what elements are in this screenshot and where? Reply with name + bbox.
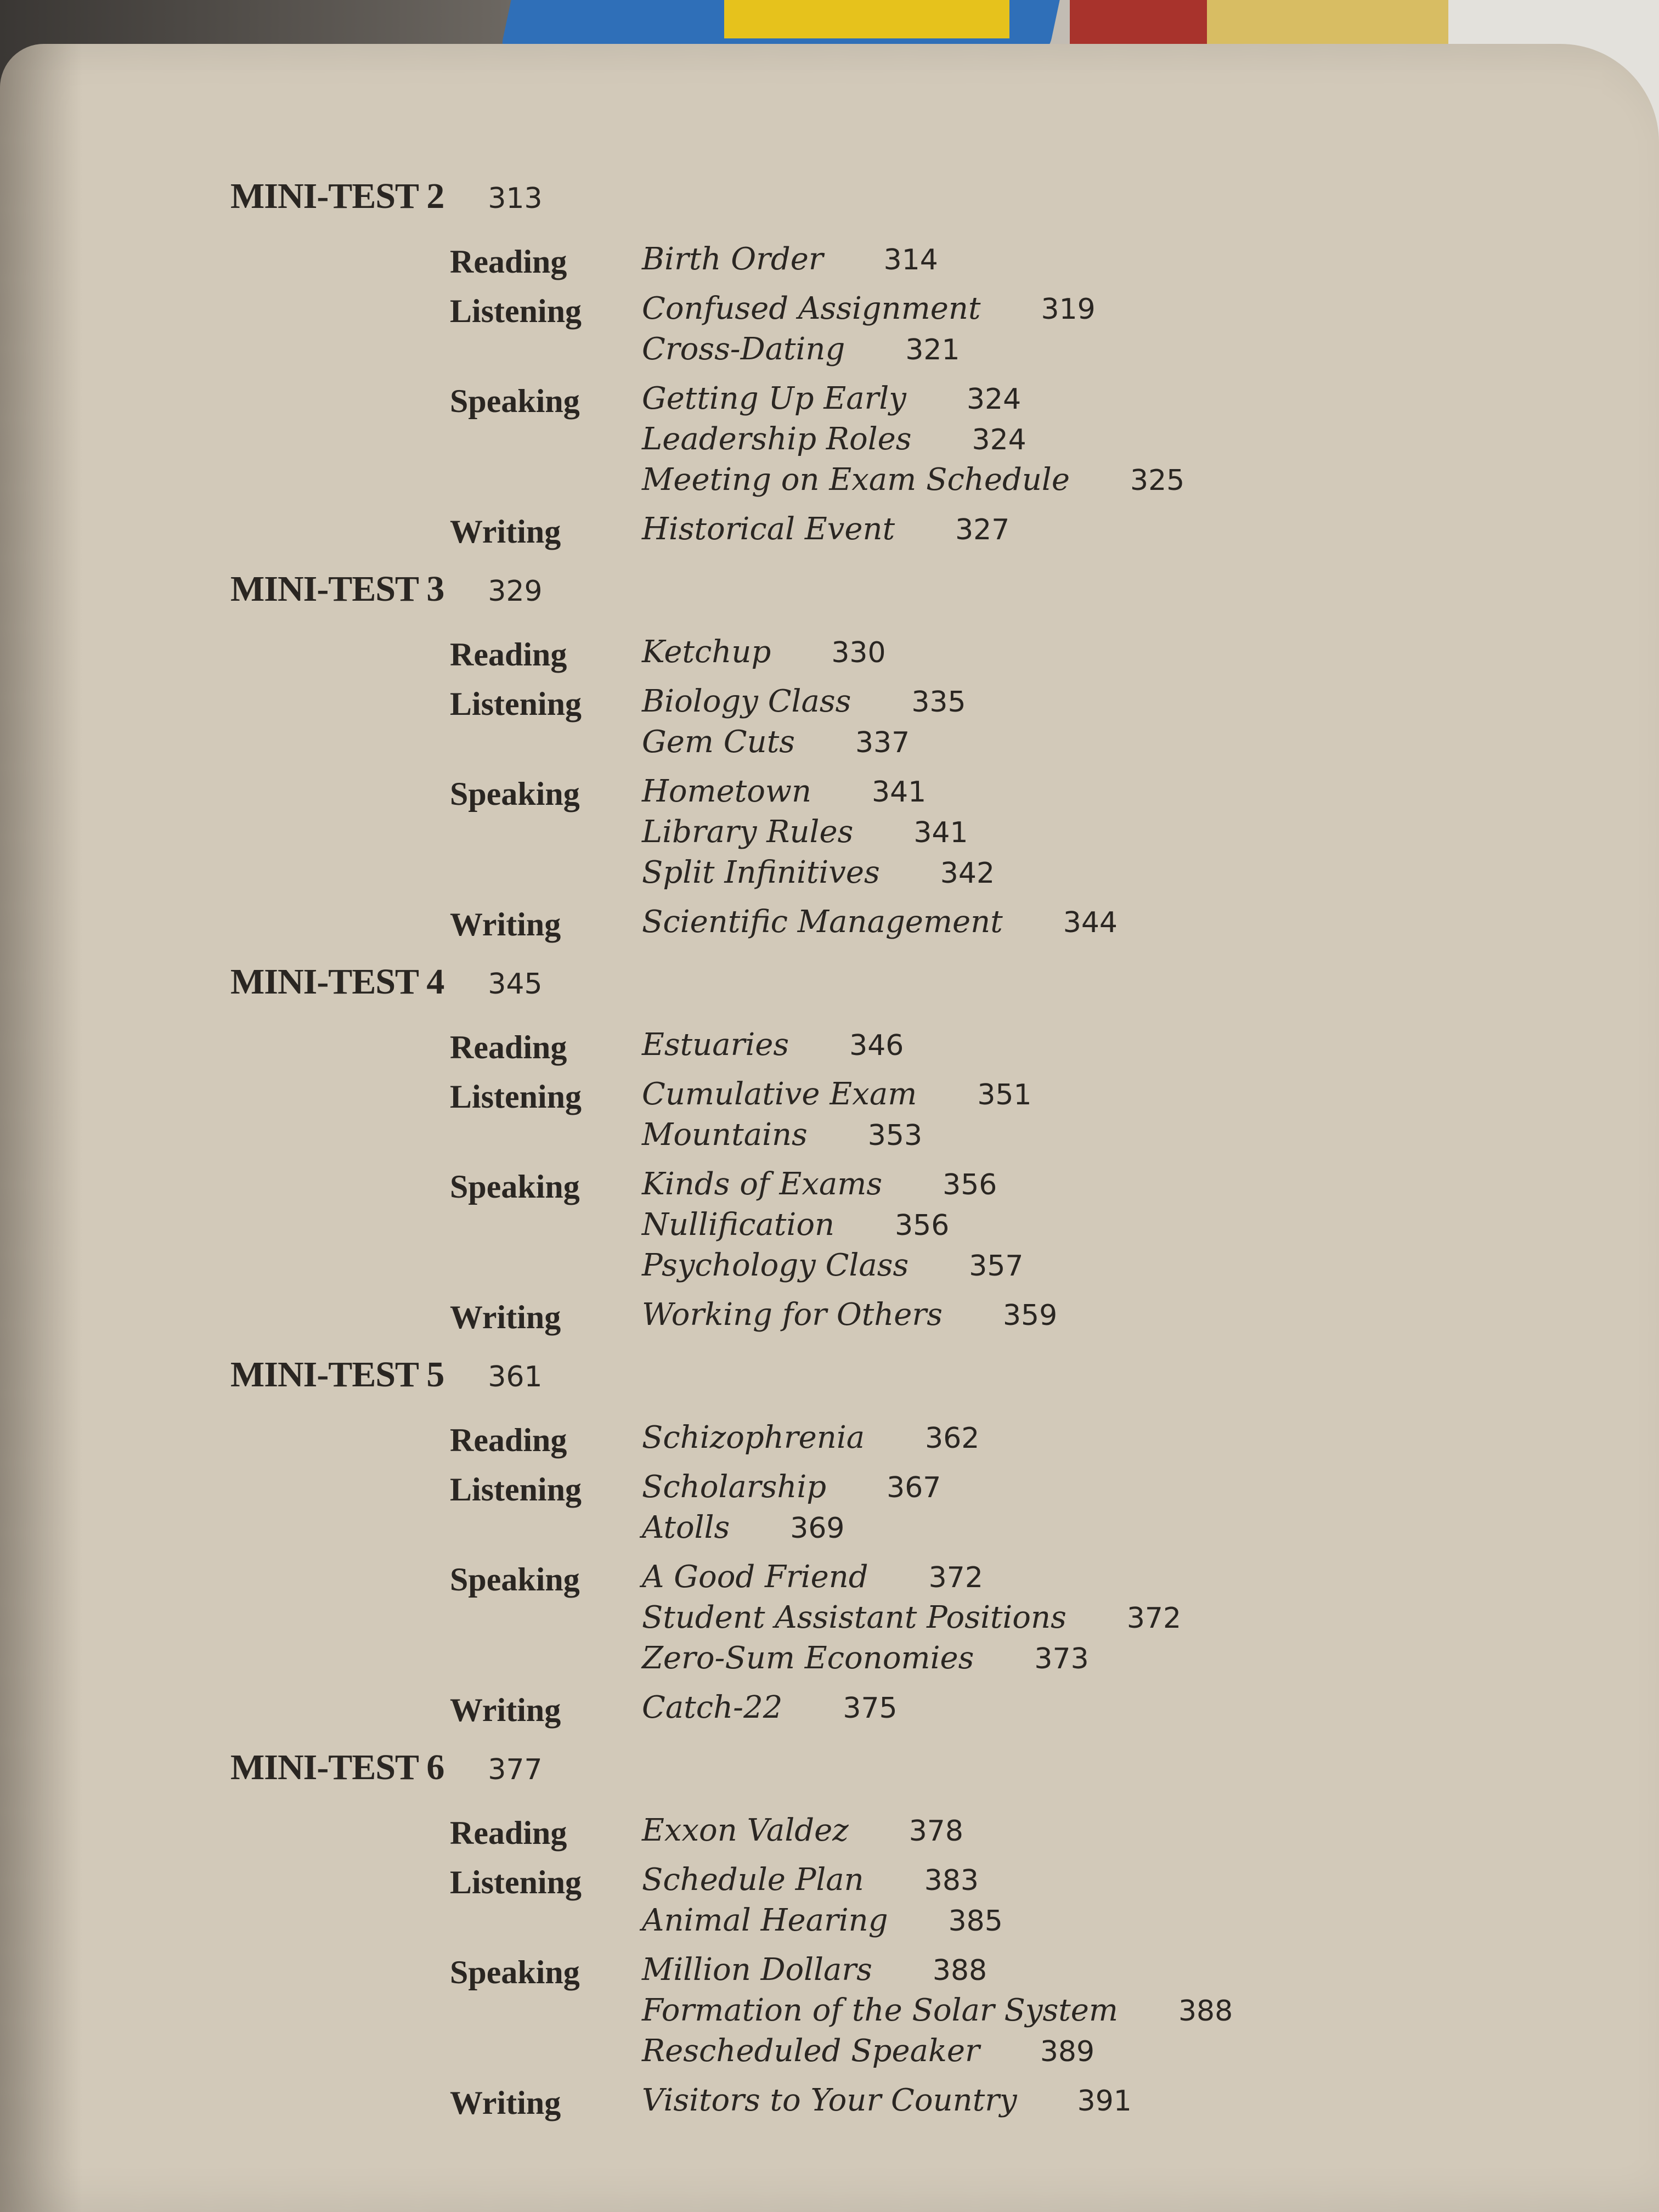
toc-item-title: Formation of the Solar System xyxy=(642,1993,1118,2028)
toc-section xyxy=(450,2083,1547,2123)
toc-item-title: Ketchup xyxy=(642,634,771,670)
mini-test-title: MINI-TEST 6 xyxy=(230,1747,444,1787)
toc-item-page-number: 367 xyxy=(887,1471,941,1504)
mini-test-page-number: 361 xyxy=(488,1361,543,1393)
toc-item-page-number: 375 xyxy=(843,1692,898,1725)
toc-item-page-number: 351 xyxy=(977,1079,1032,1111)
toc-item-page-number: 335 xyxy=(911,686,966,719)
toc-item-page-number: 321 xyxy=(905,334,960,366)
background-yellow-label xyxy=(724,0,1009,38)
section-items xyxy=(642,904,1118,945)
section-items xyxy=(642,291,1096,372)
toc-item-title: Meeting on Exam Schedule xyxy=(642,462,1070,498)
toc-item-page-number: 346 xyxy=(849,1029,904,1062)
toc-item-page-number: 378 xyxy=(909,1815,963,1848)
section-items xyxy=(642,1690,898,1730)
toc-item-page-number: 369 xyxy=(790,1512,845,1545)
toc-item-title: Birth Order xyxy=(642,241,823,277)
toc-item-title: Zero-Sum Economies xyxy=(642,1640,974,1676)
toc-item-title: A Good Friend xyxy=(642,1559,868,1595)
mini-test-title: MINI-TEST 4 xyxy=(230,962,444,1002)
section-label: Listening xyxy=(450,1864,582,1900)
section-items xyxy=(642,1076,1032,1158)
toc-item-title: Gem Cuts xyxy=(642,724,795,760)
toc-item-title: Cross-Dating xyxy=(642,331,845,367)
section-label: Listening xyxy=(450,293,582,329)
toc-item-title: Getting Up Early xyxy=(642,381,906,416)
toc-section xyxy=(450,774,1547,895)
toc-item-title: Split Infinitives xyxy=(642,855,880,890)
book-page xyxy=(0,44,1659,2212)
toc-item xyxy=(642,684,966,724)
section-label: Speaking xyxy=(450,776,580,812)
toc-section xyxy=(450,1166,1547,1288)
toc-item-page-number: 373 xyxy=(1034,1643,1089,1675)
spine-shadow xyxy=(0,44,82,2212)
toc-item xyxy=(642,904,1118,945)
toc-item-title: Mountains xyxy=(642,1117,808,1153)
toc-item xyxy=(642,381,1184,421)
mini-test-heading xyxy=(230,1354,1547,1420)
section-items xyxy=(642,1862,1003,1943)
toc-item xyxy=(642,1600,1181,1640)
toc-item-page-number: 319 xyxy=(1041,293,1096,326)
toc-item xyxy=(642,634,886,675)
toc-item xyxy=(642,331,1096,372)
toc-item-title: Kinds of Exams xyxy=(642,1166,883,1202)
toc-section xyxy=(450,904,1547,945)
section-items xyxy=(642,1027,904,1068)
toc-section xyxy=(450,1862,1547,1943)
section-label: Speaking xyxy=(450,1954,580,1990)
toc-item-page-number: 342 xyxy=(940,857,995,890)
toc-item-title: Schedule Plan xyxy=(642,1862,864,1898)
section-items xyxy=(642,1166,1024,1288)
mini-test-entry xyxy=(230,1747,1547,2123)
toc-item xyxy=(642,1076,1032,1117)
mini-test-entry xyxy=(230,176,1547,552)
toc-item xyxy=(642,462,1184,503)
toc-item xyxy=(642,855,995,895)
toc-item xyxy=(642,1166,1024,1207)
toc-item-page-number: 344 xyxy=(1063,906,1118,939)
mini-test-title: MINI-TEST 3 xyxy=(230,569,444,609)
toc-item-title: Scientific Management xyxy=(642,904,1003,940)
toc-item-page-number: 391 xyxy=(1077,2085,1132,2118)
section-label: Writing xyxy=(450,2085,561,2121)
toc-item-title: Biology Class xyxy=(642,684,851,719)
toc-item xyxy=(642,1952,1233,1993)
toc-item xyxy=(642,1559,1181,1600)
toc-item-title: Student Assistant Positions xyxy=(642,1600,1066,1635)
toc-item xyxy=(642,2083,1132,2123)
toc-item-title: Confused Assignment xyxy=(642,291,981,326)
toc-item-title: Hometown xyxy=(642,774,812,809)
toc-item xyxy=(642,511,1009,552)
toc-item-page-number: 362 xyxy=(925,1422,980,1455)
toc-item-page-number: 385 xyxy=(948,1905,1003,1938)
toc-item-title: Cumulative Exam xyxy=(642,1076,917,1112)
toc-item-page-number: 388 xyxy=(1178,1995,1233,2028)
toc-section xyxy=(450,291,1547,372)
toc-item-title: Scholarship xyxy=(642,1469,827,1505)
toc-item-page-number: 327 xyxy=(955,514,1010,546)
toc-item xyxy=(642,1903,1003,1943)
toc-item-title: Catch-22 xyxy=(642,1690,783,1725)
section-label: Writing xyxy=(450,1299,561,1335)
mini-test-title: MINI-TEST 2 xyxy=(230,176,444,216)
toc-item xyxy=(642,1248,1024,1288)
toc-item-page-number: 324 xyxy=(966,383,1022,416)
toc-item-title: Animal Hearing xyxy=(642,1903,888,1938)
toc-item xyxy=(642,1297,1057,1338)
toc-item-title: Leadership Roles xyxy=(642,421,912,457)
toc-section xyxy=(450,1559,1547,1681)
toc-item-title: Nullification xyxy=(642,1207,835,1243)
section-items xyxy=(642,1559,1181,1681)
toc-section xyxy=(450,1076,1547,1158)
section-items xyxy=(642,1813,963,1853)
toc-item-title: Working for Others xyxy=(642,1297,943,1333)
toc-item-title: Visitors to Your Country xyxy=(642,2083,1017,2118)
section-items xyxy=(642,774,995,895)
toc-item xyxy=(642,1640,1181,1681)
toc-item-title: Schizophrenia xyxy=(642,1420,865,1455)
section-label: Reading xyxy=(450,1815,567,1851)
toc-section xyxy=(450,1690,1547,1730)
toc-item xyxy=(642,724,966,765)
toc-item-page-number: 372 xyxy=(1126,1602,1182,1635)
mini-test-page-number: 377 xyxy=(488,1753,543,1786)
section-items xyxy=(642,511,1009,552)
toc-item-title: Atolls xyxy=(642,1510,730,1545)
mini-test-page-number: 345 xyxy=(488,968,543,1001)
toc-item-title: Psychology Class xyxy=(642,1248,909,1283)
toc-section xyxy=(450,381,1547,503)
toc-item-page-number: 389 xyxy=(1040,2035,1095,2068)
toc-item xyxy=(642,1420,979,1460)
toc-item-page-number: 314 xyxy=(883,244,938,276)
section-label: Reading xyxy=(450,244,567,280)
toc-item-page-number: 330 xyxy=(831,636,886,669)
section-label: Writing xyxy=(450,906,561,943)
toc-item-page-number: 388 xyxy=(932,1954,988,1987)
section-items xyxy=(642,1297,1057,1338)
toc-item xyxy=(642,774,995,814)
toc-item-page-number: 341 xyxy=(913,816,968,849)
toc-item-page-number: 337 xyxy=(855,726,910,759)
mini-test-heading xyxy=(230,568,1547,634)
toc-section xyxy=(450,1469,1547,1550)
toc-item xyxy=(642,1510,941,1550)
section-items xyxy=(642,1952,1233,2074)
section-label: Listening xyxy=(450,1471,582,1508)
toc-item xyxy=(642,814,995,855)
toc-item-page-number: 359 xyxy=(1002,1299,1058,1332)
section-label: Speaking xyxy=(450,1169,580,1205)
toc-item-title: Estuaries xyxy=(642,1027,789,1063)
section-items xyxy=(642,634,886,675)
mini-test-entry xyxy=(230,961,1547,1338)
section-items xyxy=(642,684,966,765)
toc-item-page-number: 357 xyxy=(969,1250,1024,1283)
toc-item xyxy=(642,1690,898,1730)
mini-test-entry xyxy=(230,568,1547,945)
toc-section xyxy=(450,241,1547,282)
section-items xyxy=(642,1420,979,1460)
toc-item xyxy=(642,1813,963,1853)
toc-item-title: Rescheduled Speaker xyxy=(642,2033,980,2069)
toc-item-page-number: 383 xyxy=(924,1864,979,1897)
section-label: Reading xyxy=(450,1422,567,1458)
toc-item xyxy=(642,1862,1003,1903)
mini-test-title: MINI-TEST 5 xyxy=(230,1355,444,1395)
toc-item xyxy=(642,1027,904,1068)
mini-test-heading xyxy=(230,961,1547,1027)
toc-item-page-number: 341 xyxy=(872,776,927,809)
toc-section xyxy=(450,684,1547,765)
toc-item-page-number: 324 xyxy=(972,424,1026,456)
mini-test-heading xyxy=(230,176,1547,241)
toc-item-title: Historical Event xyxy=(642,511,895,547)
toc-item xyxy=(642,421,1184,462)
toc-item-page-number: 356 xyxy=(943,1169,997,1201)
toc-item xyxy=(642,1469,941,1510)
section-label: Speaking xyxy=(450,383,580,419)
toc-item xyxy=(642,2033,1233,2074)
toc-item xyxy=(642,291,1096,331)
toc-section xyxy=(450,1952,1547,2074)
mini-test-page-number: 329 xyxy=(488,575,543,608)
toc-item-page-number: 325 xyxy=(1130,464,1185,497)
section-label: Speaking xyxy=(450,1561,580,1598)
section-label: Writing xyxy=(450,1692,561,1728)
mini-test-heading xyxy=(230,1747,1547,1813)
section-items xyxy=(642,381,1184,503)
toc-item xyxy=(642,1207,1024,1248)
toc-item-page-number: 372 xyxy=(928,1561,983,1594)
toc-item-title: Library Rules xyxy=(642,814,854,850)
toc-item-page-number: 353 xyxy=(867,1119,923,1152)
toc-item xyxy=(642,241,938,282)
toc-section xyxy=(450,634,1547,675)
toc-item-title: Million Dollars xyxy=(642,1952,872,1988)
mini-test-entry xyxy=(230,1354,1547,1730)
section-label: Writing xyxy=(450,514,561,550)
section-label: Listening xyxy=(450,686,582,722)
toc-section xyxy=(450,1420,1547,1460)
section-label: Reading xyxy=(450,636,567,673)
mini-test-page-number: 313 xyxy=(488,182,543,215)
section-items xyxy=(642,241,938,282)
section-label: Listening xyxy=(450,1079,582,1115)
section-items xyxy=(642,1469,941,1550)
section-label: Reading xyxy=(450,1029,567,1065)
toc-item xyxy=(642,1993,1233,2033)
toc-section xyxy=(450,1027,1547,1068)
toc-section xyxy=(450,1297,1547,1338)
toc-section xyxy=(450,511,1547,552)
toc-item-title: Exxon Valdez xyxy=(642,1813,849,1848)
toc-item-page-number: 356 xyxy=(895,1209,950,1242)
section-items xyxy=(642,2083,1132,2123)
toc-item xyxy=(642,1117,1032,1158)
toc-section xyxy=(450,1813,1547,1853)
table-of-contents xyxy=(230,176,1547,2140)
